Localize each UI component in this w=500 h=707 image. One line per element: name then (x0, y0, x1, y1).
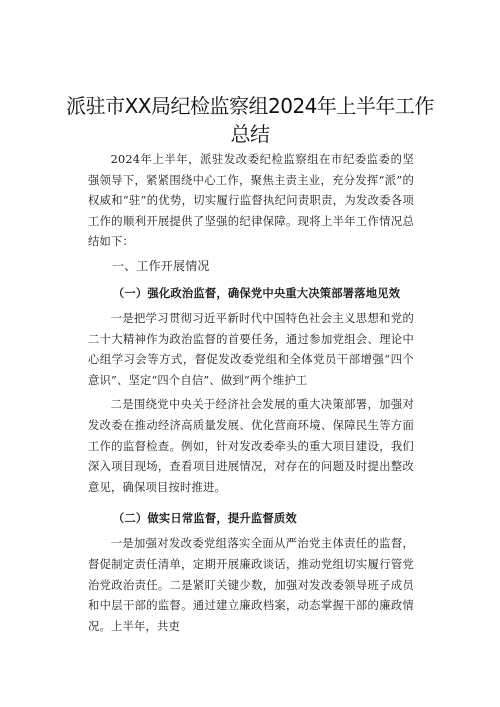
subsection-2-paragraph-1: 一是加强对发改委党组落实全面从严治党主体责任的监督，督促制定责任清单，定期开展廉政谈话，推动党组切实履行管党治党政治责任。二是紧盯关键少数，加强对发改委领导班子成员和中层干部的监督。通过建立廉政档案，动态掌握干部的廉政情况。上半年，共吏 (88, 537, 414, 633)
subsection-heading-1: （一）强化政治监督，确保党中央重大决策部署落地见效 (112, 285, 401, 300)
document-title-line2: 总结 (230, 122, 270, 146)
document-body (88, 150, 414, 637)
subsection-heading-2: （二）做实日常监督，提升监督质效 (112, 511, 297, 526)
subsection-1-paragraph-1: 一是把学习贯彻习近平新时代中国特色社会主义思想和党的二十大精神作为政治监督的首要任务，通过参加党组会、理论中心组学习会等方式，督促发改委党组和全体党员干部增强“四个意识”、坚定“四个自信”、做到“两个维护工 (88, 311, 414, 387)
document-title-line1: 派驻市XX局纪检监察组2024年上半年工作 (66, 94, 434, 118)
section-heading-1: 一、工作开展情况 (112, 258, 210, 273)
intro-paragraph: 2024年上半年，派驻发改委纪检监察组在市纪委监委的坚强领导下，紧紧围绕中心工作，聚焦主责主业，充分发挥“派”的权威和“驻”的优势，切实履行监督执纪问责职责，为发改委各项工作的顺利开展提供了坚强的纪律保障。现将上半年工作情况总结如下： (88, 153, 414, 249)
subsection-1-paragraph-2: 二是围绕党中央关于经济社会发展的重大决策部署，加强对发改委在推动经济高质量发展、优化营商环境、保障民生等方面工作的监督检查。例如，针对发改委牵头的重大项目建设，我们深入项目现场，查看项目进展情况，对存在的问题及时提出整改意见，确保项目按时推进。 (88, 398, 414, 494)
